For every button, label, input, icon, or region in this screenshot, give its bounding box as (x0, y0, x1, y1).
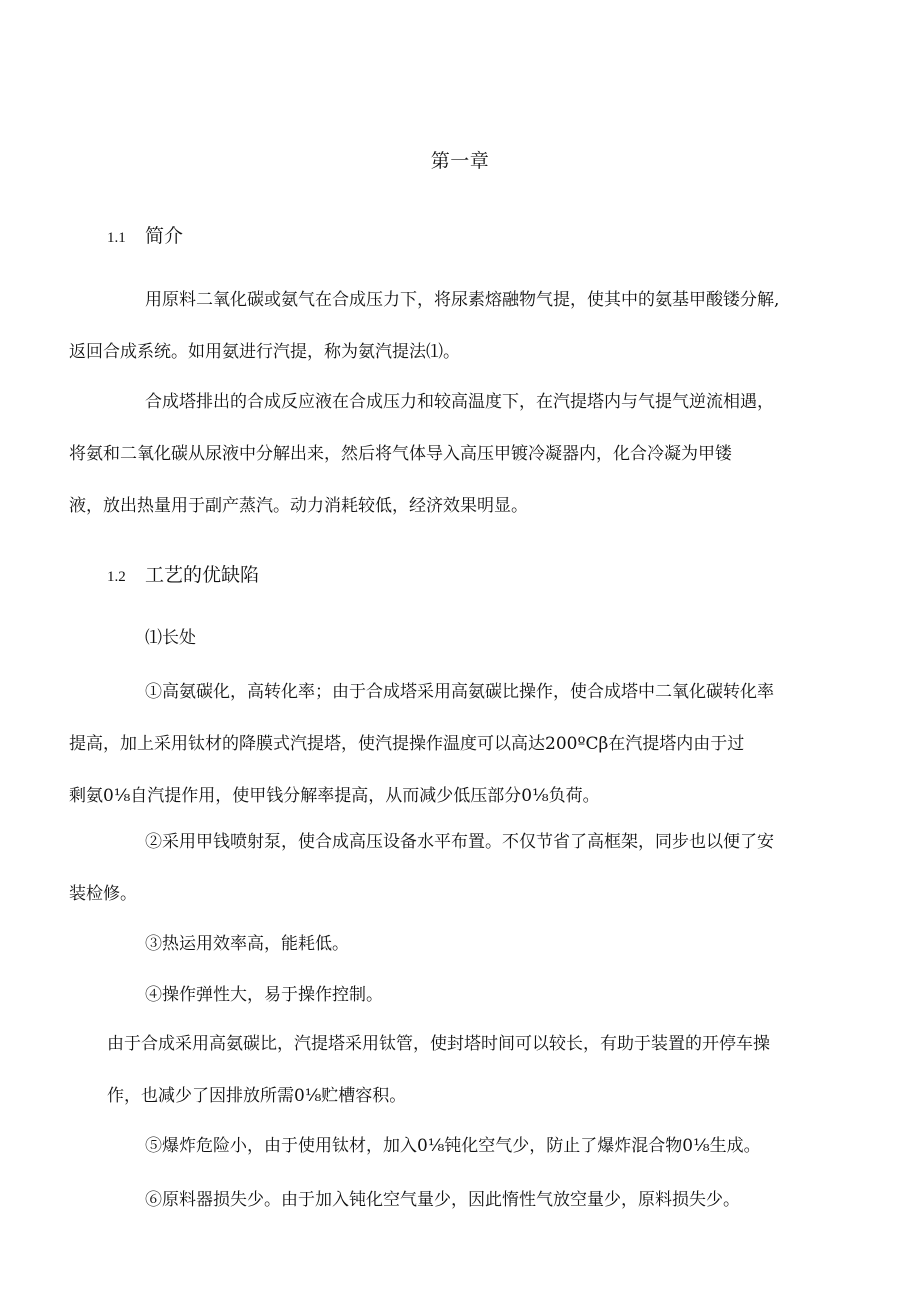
paragraph-line: 液，放出热量用于副产蒸汽。动力消耗较低，经济效果明显。 (69, 496, 528, 516)
paragraph (69, 274, 837, 378)
paragraph (69, 376, 837, 532)
paragraph-line: 装检修。 (69, 884, 137, 904)
paragraph-line: ②采用甲钱喷射泵，使合成高压设备水平布置。不仅节省了高框架，同步也以便了安 (145, 832, 774, 852)
paragraph-line: 合成塔排出的合成反应液在合成压力和较高温度下，在汽提塔内与气提气逆流相遇， (145, 392, 774, 412)
paragraph (69, 816, 837, 920)
paragraph-line: 作，也减少了因排放所需0⅛贮槽容积。 (107, 1086, 407, 1106)
paragraph-line: ⑤爆炸危险小，由于使用钛材，加入0⅛钝化空气少，防止了爆炸混合物0⅛生成。 (145, 1136, 761, 1156)
section-heading-1-1 (107, 221, 183, 251)
paragraph-line: ⑥原料器损失少。由于加入钝化空气量少，因此惰性气放空量少，原料损失少。 (145, 1190, 740, 1210)
paragraph (107, 969, 837, 1021)
paragraph-line: 返回合成系统。如用氨进行汽提，称为氨汽提法⑴。 (69, 342, 460, 362)
paragraph-line: 提高，加上采用钛材的降膜式汽提塔，使汽提操作温度可以高达200ºCβ在汽提塔内由于过 (69, 734, 745, 754)
paragraph-line: 剩氨0⅛自汽提作用，使甲钱分解率提高，从而减少低压部分0⅛负荷。 (69, 786, 600, 806)
paragraph (107, 1018, 837, 1122)
section-heading-1-2 (107, 560, 259, 590)
paragraph-line: ①高氨碳化，高转化率；由于合成塔采用高氨碳比操作，使合成塔中二氧化碳转化率 (145, 682, 774, 702)
paragraph (107, 1174, 837, 1226)
paragraph-line: ③热运用效率高，能耗低。 (145, 934, 349, 954)
paragraph (107, 1120, 837, 1172)
section-title: 简介 (145, 225, 184, 247)
section-number: 1.2 (107, 569, 126, 585)
paragraph-line: 由于合成采用高氨碳比，汽提塔采用钛管，使封塔时间可以较长，有助于装置的开停车操 (107, 1034, 770, 1054)
chapter-title: 第一章 (430, 150, 490, 172)
paragraph (107, 612, 837, 664)
section-number: 1.1 (107, 230, 126, 246)
section-title: 工艺的优缺陷 (145, 564, 260, 586)
paragraph (107, 918, 837, 970)
paragraph-line: ⑴长处 (145, 628, 196, 648)
paragraph-line: 将氨和二氧化碳从尿液中分解出来，然后将气体导入高压甲镀冷凝器内，化合冷凝为甲镂 (69, 444, 732, 464)
paragraph-line: ④操作弹性大，易于操作控制。 (145, 985, 383, 1005)
paragraph (69, 666, 837, 822)
paragraph-line: 用原料二氧化碳或氨气在合成压力下，将尿素熔融物气提，使其中的氨基甲酸镂分解, (145, 290, 780, 310)
